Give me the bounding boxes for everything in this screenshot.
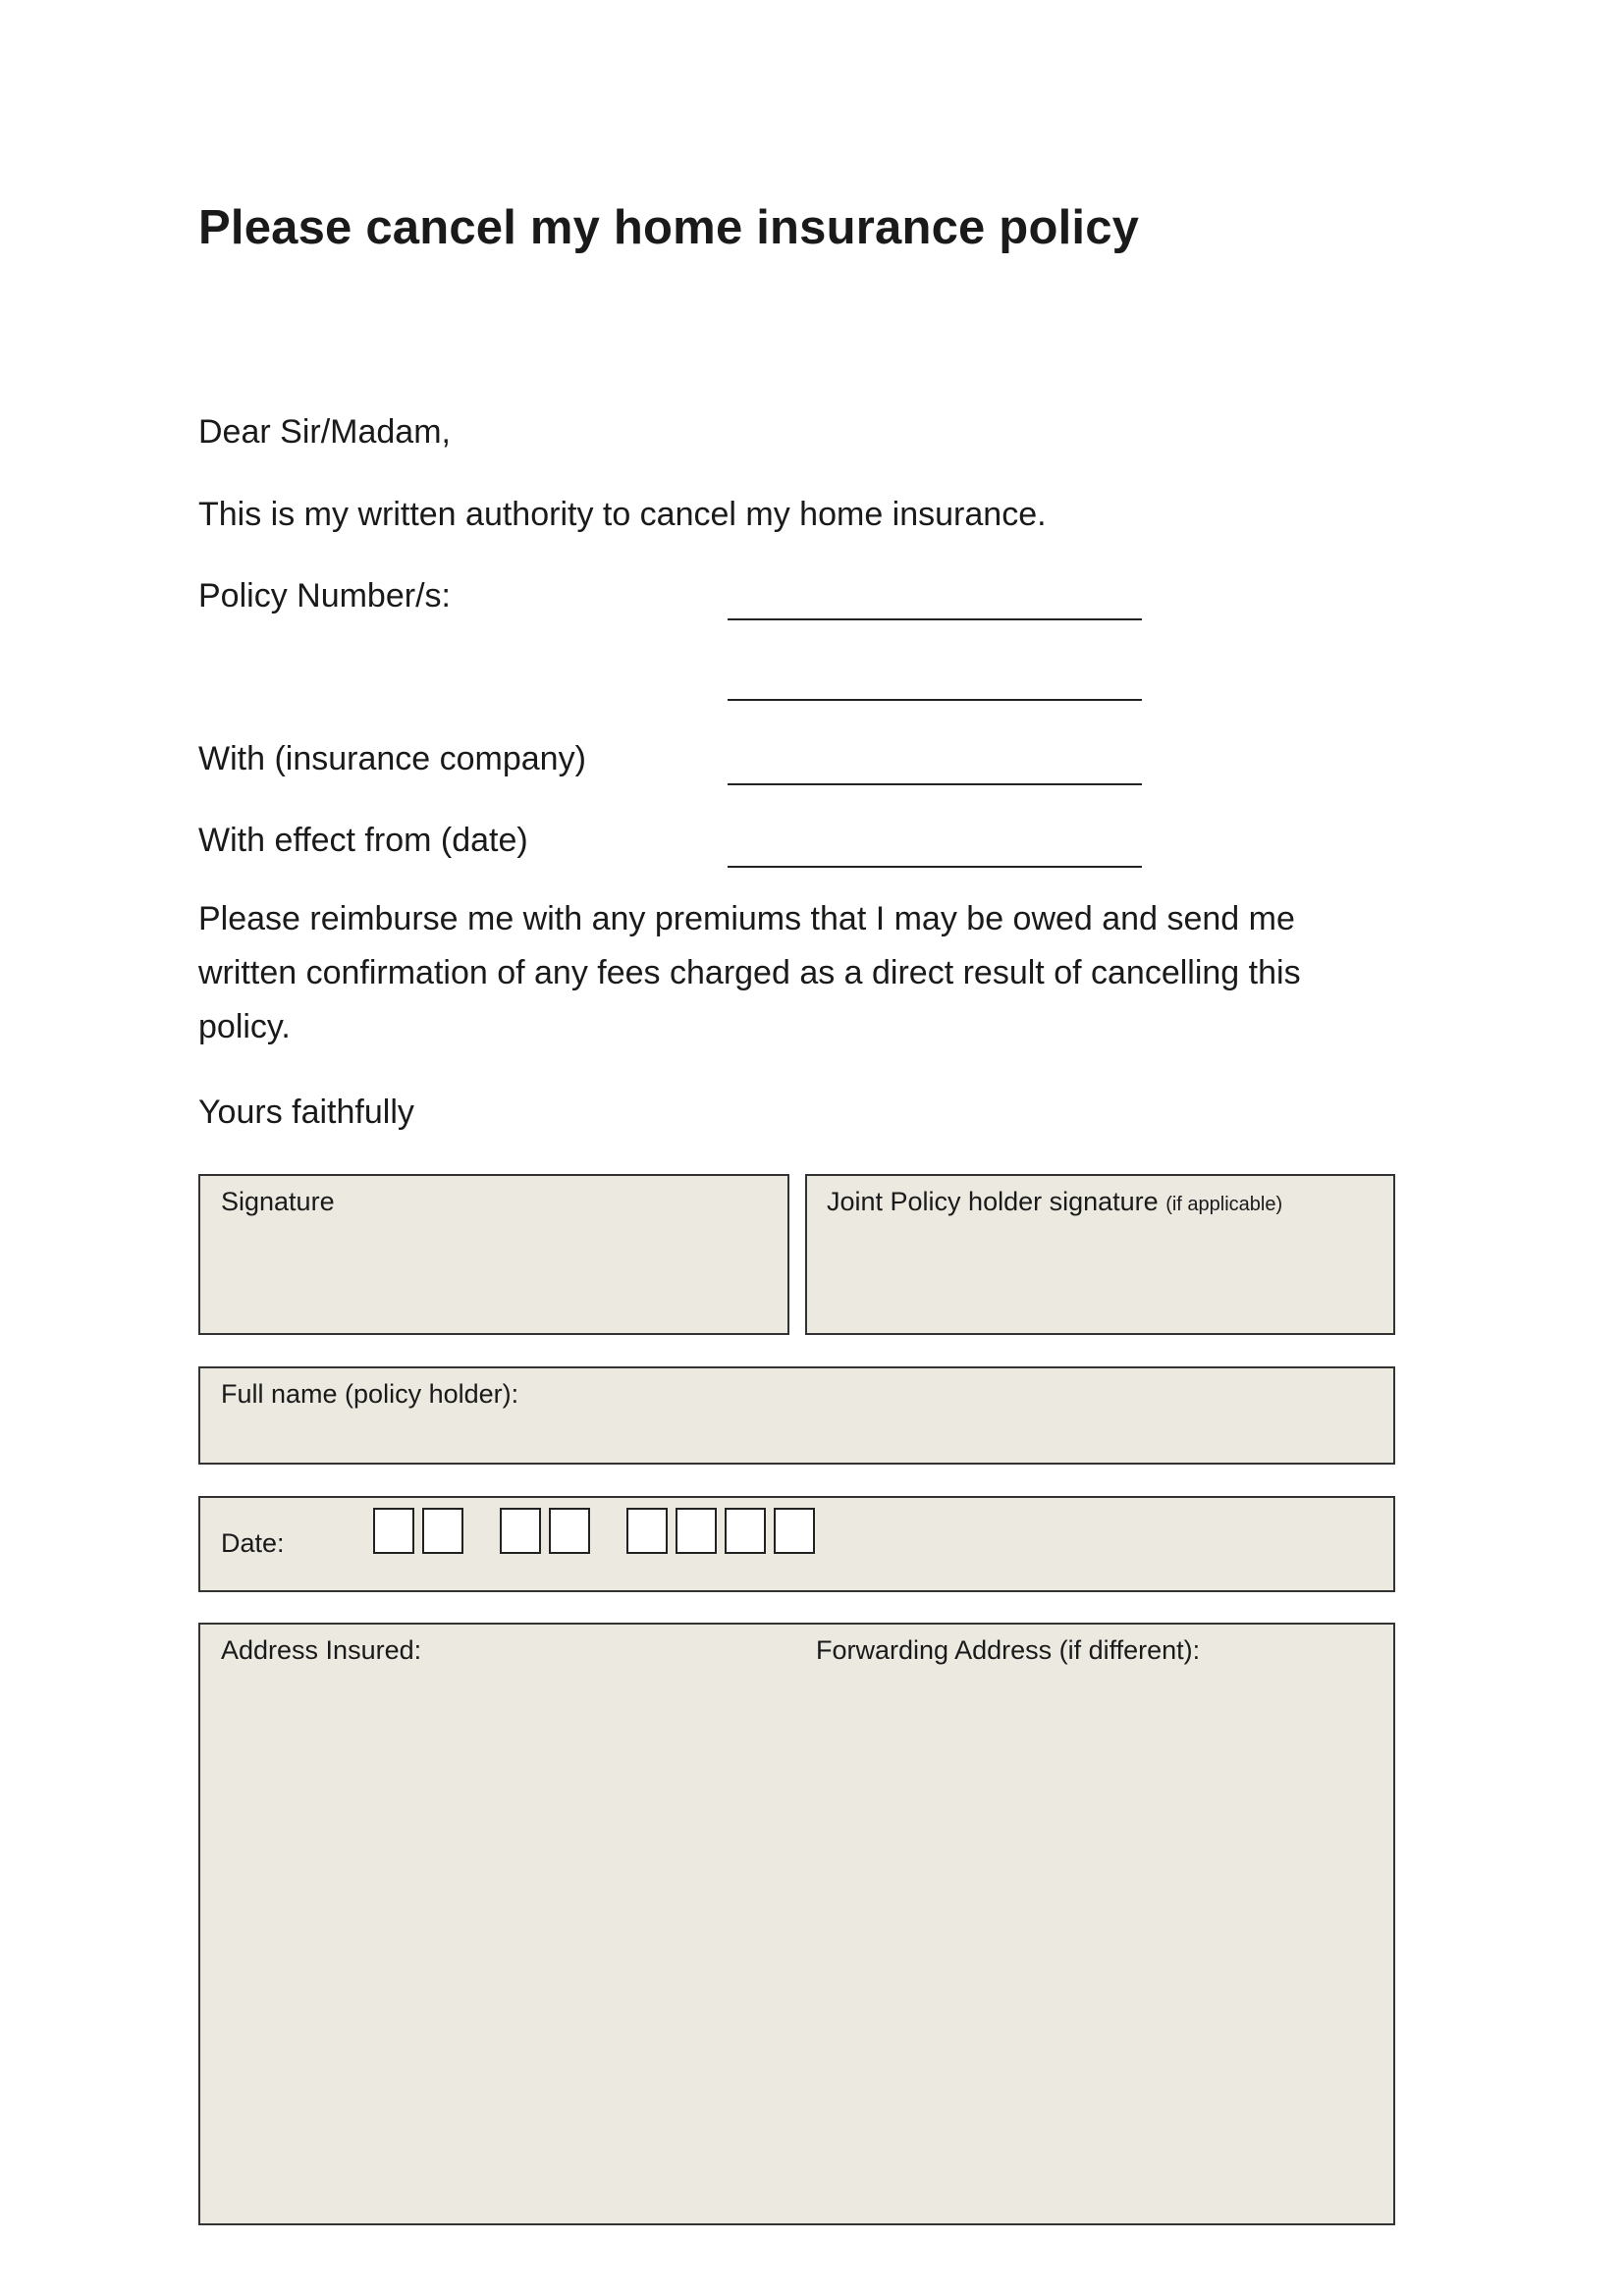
policy-number-line-1[interactable] bbox=[728, 618, 1142, 620]
date-month-digit-1[interactable] bbox=[500, 1508, 541, 1554]
greeting: Dear Sir/Madam, bbox=[198, 413, 451, 451]
reimburse-paragraph: Please reimburse me with any premiums that I may be owed and send me written confirmation of any fees charged as a direct result of cancelling this policy. bbox=[198, 900, 1301, 1045]
forwarding-address-label: Forwarding Address (if different): bbox=[816, 1635, 1201, 1665]
date-day-digit-1[interactable] bbox=[373, 1508, 414, 1554]
date-year-digit-2[interactable] bbox=[676, 1508, 717, 1554]
policy-number-label: Policy Number/s: bbox=[198, 577, 451, 614]
joint-signature-label-text: Joint Policy holder signature bbox=[827, 1187, 1159, 1216]
insurance-company-label: With (insurance company) bbox=[198, 740, 586, 777]
closing: Yours faithfully bbox=[198, 1094, 414, 1131]
full-name-label: Full name (policy holder): bbox=[221, 1379, 519, 1409]
address-box[interactable] bbox=[198, 1623, 1395, 2225]
date-label: Date: bbox=[221, 1528, 285, 1558]
address-insured-label: Address Insured: bbox=[221, 1635, 422, 1665]
date-day-digit-2[interactable] bbox=[422, 1508, 463, 1554]
effect-date-label: With effect from (date) bbox=[198, 822, 528, 859]
authority-statement: This is my written authority to cancel my home insurance. bbox=[198, 496, 1047, 533]
signature-label: Signature bbox=[221, 1187, 335, 1216]
date-year-digit-3[interactable] bbox=[725, 1508, 766, 1554]
effect-date-line[interactable] bbox=[728, 866, 1142, 868]
date-year-digit-4[interactable] bbox=[774, 1508, 815, 1554]
date-year-digit-1[interactable] bbox=[626, 1508, 668, 1554]
date-month-digit-2[interactable] bbox=[549, 1508, 590, 1554]
joint-signature-note: (if applicable) bbox=[1165, 1194, 1283, 1215]
insurance-company-line[interactable] bbox=[728, 783, 1142, 785]
joint-signature-label bbox=[827, 1187, 1282, 1217]
page-title: Please cancel my home insurance policy bbox=[198, 201, 1140, 254]
policy-number-line-2[interactable] bbox=[728, 699, 1142, 701]
